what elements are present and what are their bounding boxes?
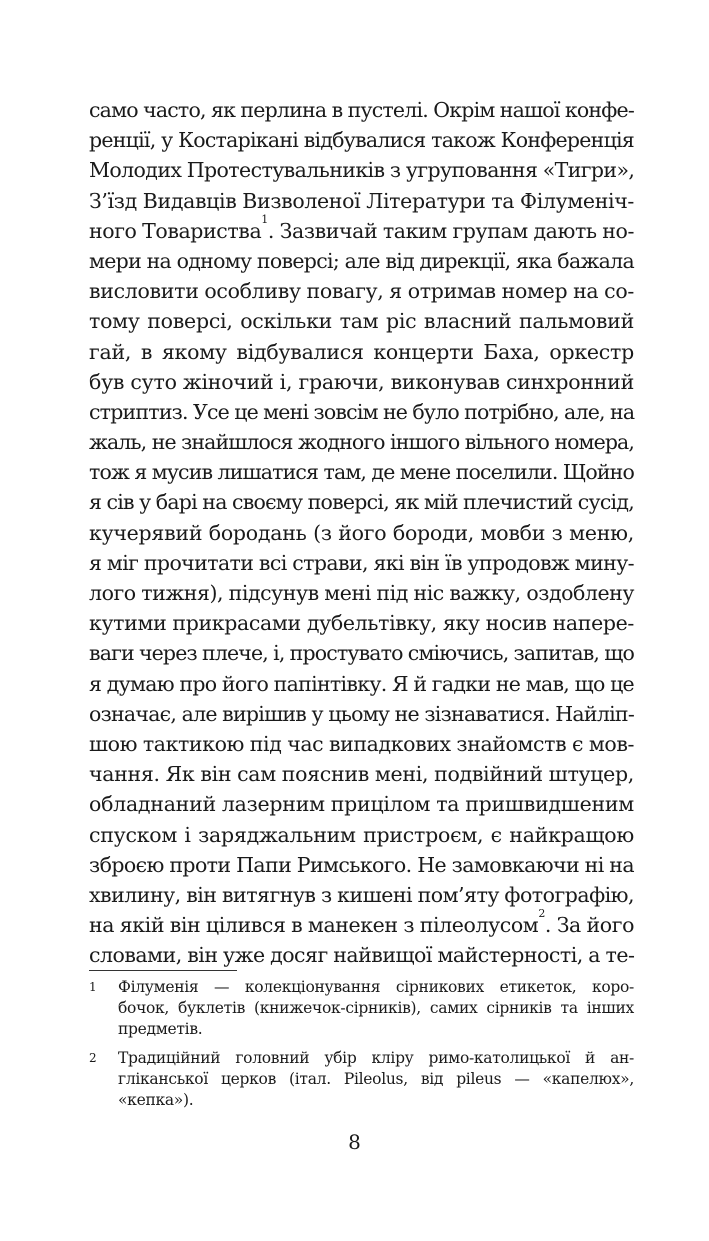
text-line: лого тижня), підсунув мені під ніс важку, оздоблену (89, 581, 634, 605)
text-segment: Зазвичай таким групам дають но- (279, 218, 634, 243)
footnote-ref-2[interactable]: 2 (538, 907, 545, 921)
text-line: стриптиз. Усе це мені зовсім не було потрібно, але, на (89, 399, 635, 424)
text-segment: на якій він цілився в манекен з пілеолусом (89, 913, 539, 938)
footnote-ref-1[interactable]: 1 (261, 212, 268, 226)
footnote-line: гліканської церков (італ. Pileolus, від pileus — «капелюх», (118, 1070, 634, 1088)
footnote-line: предметів. (118, 1020, 203, 1038)
text-segment: ного Товариства (89, 218, 262, 243)
text-line: обладнаний лазерним прицілом та пришвидшеним (89, 792, 634, 817)
footnote-line: Традиційний головний убір кліру римо-католицької й ан- (118, 1049, 634, 1067)
text-segment: За його (556, 913, 635, 938)
footnote-line: «кепка»). (118, 1091, 194, 1109)
text-line: кучерявий бородань (з його бороди, мовби з меню, (89, 520, 634, 545)
text-line: тож я мусив лишатися там, де мене поселили. Щойно (89, 460, 634, 485)
text-line: я міг прочитати всі страви, які він їв упродовж мину- (89, 550, 634, 575)
footnote-1 (89, 977, 634, 1040)
footnote-2 (89, 1048, 634, 1111)
footnote-text (118, 1048, 634, 1111)
text-line: був суто жіночий і, граючи, виконував синхронний (89, 369, 634, 394)
text-line: ренції, у Костарікані відбувалися також Конференція (89, 128, 634, 153)
text-line: само часто, як перлина в пустелі. Окрім нашої конфе- (89, 98, 634, 122)
text-line: Молодих Протестувальників з угруповання «Тигри», (89, 158, 635, 183)
text-line: гай, в якому відбувалися концерти Баха, оркестр (89, 339, 634, 364)
text-line: висловити особливу повагу, я отримав номер на со- (89, 279, 634, 304)
text-line: означає, але вирішив у цьому не зізнаватися. Найліп- (89, 701, 634, 726)
footnote-line: бочок, буклетів (книжечок-сірників), самих сірників та інших (118, 999, 634, 1017)
text-line: я думаю про його папінтівку. Я й гадки не мав, що це (89, 671, 634, 696)
footnote-separator (89, 970, 237, 971)
text-line: жаль, не знайшлося жодного іншого вільного номера, (89, 430, 634, 455)
body-text (89, 95, 634, 970)
page-number: 8 (348, 1130, 361, 1154)
footnote-text (118, 977, 634, 1040)
text-line: на якій він цілився в манекен з пілеолусом$^2$. За його (89, 907, 635, 938)
text-line: словами, він уже досяг найвищої майстерності, а те- (89, 943, 635, 968)
text-line: тому поверсі, оскільки там ріс власний пальмовий (89, 309, 634, 334)
footnote-number: 1 (89, 980, 97, 994)
text-line: я сів у барі на своєму поверсі, як мій плечистий сусід, (89, 490, 634, 515)
text-line: ваги через плече, і, простувато сміючись, запитав, що (89, 641, 634, 666)
text-line: мери на одному поверсі; але від дирекції, яка бажала (89, 248, 634, 273)
text-line: спуском і заряджальним пристроєм, є найкращою (89, 822, 634, 847)
text-line: З’їзд Видавців Визволеної Літератури та Філуменіч- (89, 188, 634, 213)
footnote-number: 2 (89, 1051, 97, 1065)
footnote-line: Філуменія — колекціонування сірникових етикеток, коро- (118, 978, 634, 996)
text-line: чання. Як він сам пояснив мені, подвійний штуцер, (89, 762, 634, 787)
text-line: ного Товариства$^1$. Зазвичай таким групам дають но- (89, 212, 634, 243)
text-line: зброєю проти Папи Римського. Не замовкаючи ні на (89, 852, 634, 877)
text-line: кутими прикрасами дубельтівку, яку носив напере- (89, 611, 634, 636)
text-line: хвилину, він витягнув з кишені пом’яту фотографію, (89, 882, 635, 907)
text-line: шою тактикою під час випадкових знайомств є мов- (89, 731, 634, 756)
